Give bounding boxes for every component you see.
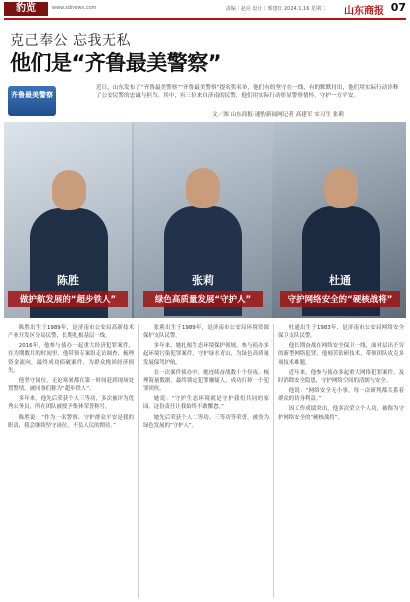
photo-chen-sheng [4,122,132,318]
column-divider [138,324,139,598]
profile-title: 绿色高质量发展“守护人” [143,291,263,307]
paragraph: 2016年，他参与侦办一起重大经济犯罪案件，在为期数月的时间里，他带领专案组走访调查、梳理资金流向，最终成功侦破案件，为群众挽回经济损失。 [8,343,134,374]
photo-du-tong [274,122,406,318]
paragraph: 他说：“网络安全无小事，每一次研判都关系着群众的切身利益。” [278,388,404,403]
profile-title: 守护网络安全的“硬核战将” [280,291,400,307]
paragraph: 张莉出生于1989年，是济南市公安局环境资源保护支队民警。 [143,325,269,340]
caption-1 [8,272,128,307]
page-header [0,0,410,18]
kicker: 克己奉公 忘我无私 [10,33,131,49]
best-police-badge: 齐鲁最美警察 [8,86,56,116]
caption-3 [280,272,400,307]
paragraph: 陈胜出生于1989年，是济南市公安局高新技术产业开发区分局民警，长期扎根基层一线。 [8,325,134,340]
article-column-1 [8,324,134,432]
paragraph: 因工作成绩突出，他多次荣立个人功，被称为守护网络安全的“硬核战将”。 [278,406,404,421]
profile-name: 张莉 [192,274,214,287]
intro-paragraph: 近日，山东发布了“齐鲁最美警察”“齐鲁最美警察”提名奖名单，他们有的坚守在一线，有的默默付出，他们用实际行动诠释了公安民警的忠诚与担当。其中，有三位来自济南的民警，他们用实际行动彰显警察情怀，守护一方平安。 [96,85,399,100]
article-column-2 [143,324,269,432]
profile-name: 陈胜 [57,274,79,287]
paragraph: 在一次案件侦办中，她连续奋战数十个昼夜，梳理海量数据，最终锁定犯罪嫌疑人，成功打掉一个犯罪团伙。 [143,369,269,393]
profile-name: 杜通 [329,274,351,287]
paragraph: 多年来，他先后荣获个人三等功，多次被评为优秀公务员，所在团队被授予集体荣誉称号。 [8,396,134,411]
column-divider [273,324,274,598]
paragraph: 他长期奋战在网络安全保卫一线，面对层出不穷的新型网络犯罪，他刻苦钻研技术，带领团队攻克多项技术难题。 [278,343,404,366]
paragraph: 多年来，她扎根生态环境保护领域，参与侦办多起环境污染犯罪案件，守护绿水青山，为绿色高质量发展保驾护航。 [143,343,269,366]
paragraph: 近年来，他参与侦办多起重大网络犯罪案件，及时消除安全隐患，守护网络空间的清朗与安全。 [278,369,404,384]
paragraph: 杜通出生于1983年，是济南市公安局网络安全保卫支队民警。 [278,325,404,340]
profile-title: 做护航发展的“超步铁人” [8,291,128,307]
site-url: www.sdnews.com [52,5,97,11]
section-tag: 豹览 [4,2,48,16]
header-meta: 责编｜赵亮 设计｜邢建红 2024.1.16 星期二 [225,6,326,12]
page-number: 07 [390,1,406,14]
header-rule [4,18,406,20]
portrait-photos [4,122,406,318]
headline: 他们是“齐鲁最美警察” [10,51,222,75]
paper-name: 山东商报 [344,6,384,17]
article-column-3 [278,324,404,424]
caption-2 [143,272,263,307]
paragraph: 他坚守岗位，无论寒暑都在第一时间赶到现场处置警情，被同事们称为“超步铁人”。 [8,377,134,393]
paragraph: 她先后荣获个人二等功、三等功等荣誉，被誉为绿色发展的“守护人”。 [143,414,269,429]
paragraph: 她说：“守护生态环境就是守护我们共同的家园，这份责任让我始终不敢懈怠。” [143,396,269,411]
paragraph: 陈胜说：“作为一名警察，守护群众平安是我的职责，我会继续坚守岗位，不负人民的期待。” [8,414,134,429]
byline: 文／图 山东商报·速豹新闻网记者 高建军 实习生 张莉 [212,112,344,118]
photo-zhang-li [134,122,272,318]
